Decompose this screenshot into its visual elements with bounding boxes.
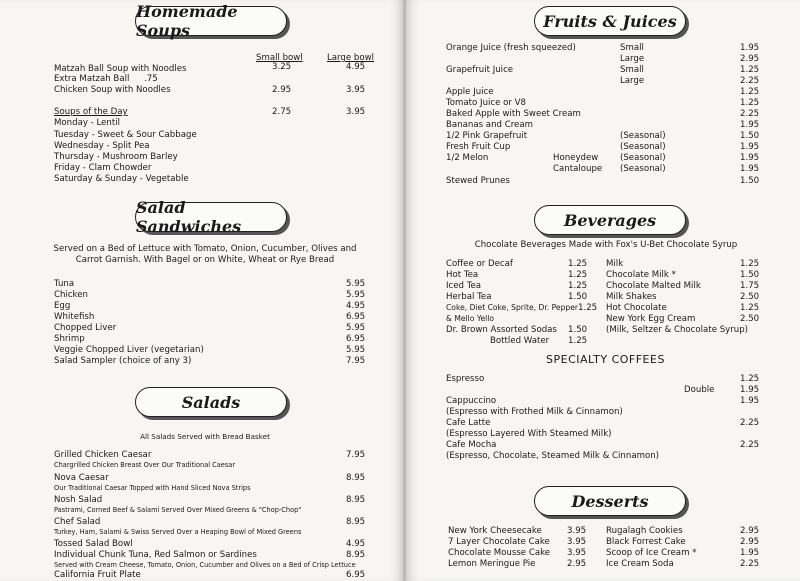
price: 1.95 [740,548,760,558]
price: 1.25 [740,303,760,313]
price: 1.25 [568,281,588,291]
list-item: Nova Caesar [54,473,109,483]
specialty-coffees-heading: SPECIALTY COFFEES [546,353,665,366]
price: 1.75 [740,281,760,291]
price: 8.95 [346,517,366,527]
list-item: Whitefish [54,312,95,322]
list-item: New York Cheesecake [448,526,542,536]
size-label: (Seasonal) [620,153,666,163]
price: 4.95 [346,301,366,311]
list-item: Individual Chunk Tuna, Red Salmon or Sardines [54,550,257,560]
melon-variety: Honeydew [553,153,599,163]
size-label: (Seasonal) [620,131,666,141]
price: 5.95 [346,290,366,300]
list-item: Stewed Prunes [446,176,510,186]
price: 3.95 [567,548,587,558]
price: 2.25 [740,559,760,569]
list-item: Coke, Diet Coke, Sprite, Dr. Pepper [446,303,579,312]
salads-banner: Salads [135,387,287,417]
price: 2.25 [740,76,760,86]
list-item: Egg [54,301,71,311]
list-item: Iced Tea [446,281,482,291]
price: 6.95 [346,334,366,344]
list-item: 1/2 Pink Grapefruit [446,131,528,141]
price: 1.95 [740,153,760,163]
size-label: Double [684,385,715,395]
list-item: Bananas and Cream [446,120,533,130]
price: 2.25 [740,109,760,119]
list-item: New York Egg Cream [606,314,696,324]
price: 2.95 [740,526,760,536]
right-page [406,0,800,581]
melon-variety: Cantaloupe [553,164,603,174]
list-item: Tuna [54,279,75,289]
list-item: Chocolate Malted Milk [606,281,701,291]
list-item: Herbal Tea [446,292,492,302]
item-note: Chargrilled Chicken Breast Over Our Traditional Caesar [54,461,236,469]
item-note: (Espresso Layered With Steamed Milk) [446,429,612,439]
price: 2.75 [272,107,292,117]
price: 1.25 [568,259,588,269]
salad-sandwiches-description-2: Carrot Garnish. With Bagel or on White, Wheat or Rye Bread [75,255,335,265]
size-label: (Seasonal) [620,164,666,174]
size-label: Large [620,54,645,64]
price: 2.95 [567,559,587,569]
price: 5.95 [346,279,366,289]
list-item: Baked Apple with Sweet Cream [446,109,581,119]
soups-banner: Homemade Soups [135,6,287,36]
item-note: (Espresso with Frothed Milk & Cinnamon) [446,407,623,417]
price: 8.95 [346,550,366,560]
price: 2.95 [272,85,292,95]
price: 1.95 [740,396,760,406]
list-item: Chef Salad [54,517,101,527]
price: 2.95 [740,54,760,64]
item-note: Turkey, Ham, Salami & Swiss Served Over a Heaping Bowl of Mixed Greens [54,528,302,536]
list-item: Fresh Fruit Cup [446,142,511,152]
price: 2.25 [740,418,760,428]
list-item: Veggie Chopped Liver (vegetarian) [54,345,204,355]
price: 7.95 [346,450,366,460]
size-label: Small [620,65,644,75]
price: 4.95 [346,539,366,549]
price: 7.95 [346,356,366,366]
price: 5.95 [346,345,366,355]
list-item: & Mello Yello [446,314,495,323]
price: .75 [144,74,158,84]
price: 2.50 [740,314,760,324]
list-item: Hot Tea [446,270,479,280]
salad-sandwiches-banner: Salad Sandwiches [135,202,287,232]
list-item: Orange Juice (fresh squeezed) [446,43,576,53]
list-item: Monday - Lentil [54,118,121,128]
list-item: Coffee or Decaf [446,259,513,269]
price: 3.95 [567,526,587,536]
price: 1.50 [568,325,588,335]
list-item: Matzah Ball Soup with Noodles [54,64,187,74]
list-item: Chicken Soup with Noodles [54,85,171,95]
list-item: Extra Matzah Ball [54,74,130,84]
list-item: Milk Shakes [606,292,657,302]
size-label: Large [620,76,645,86]
price: 8.95 [346,473,366,483]
list-item: Tomato Juice or V8 [446,98,527,108]
item-note: (Espresso, Chocolate, Steamed Milk & Cinnamon) [446,451,660,461]
salad-sandwiches-description: Served on a Bed of Lettuce with Tomato, Onion, Cucumber, Olives and [53,244,357,254]
large-bowl-header: Large bowl [327,53,375,63]
price: 1.95 [740,43,760,53]
desserts-banner: Desserts [534,486,686,516]
list-item: Tossed Salad Bowl [54,539,133,549]
list-item: Grilled Chicken Caesar [54,450,152,460]
price: 1.50 [740,270,760,280]
price: 1.25 [578,303,598,313]
price: 1.25 [740,98,760,108]
item-note: Served with Cream Cheese, Tomato, Onion, Cucumber and Olives on a Bed of Crisp Lettuce [54,561,356,569]
price: 1.25 [740,87,760,97]
price: 1.95 [740,142,760,152]
price: 1.25 [568,336,588,346]
beverages-banner: Beverages [534,205,686,235]
small-bowl-header: Small bowl [256,53,303,63]
price: 3.25 [272,62,292,72]
list-item: 7 Layer Chocolate Cake [448,537,550,547]
soups-of-the-day-label: Soups of the Day [54,107,128,117]
price: 2.95 [740,537,760,547]
beverages-description: Chocolate Beverages Made with Fox's U-Bet Chocolate Syrup [474,240,738,250]
price: 1.25 [568,270,588,280]
price: 1.25 [740,65,760,75]
list-item: Ice Cream Soda [606,559,674,569]
list-item: Hot Chocolate [606,303,667,313]
price: 4.95 [346,62,366,72]
list-item: Nosh Salad [54,495,103,505]
list-item: Espresso [446,374,485,384]
price: 8.95 [346,495,366,505]
list-item: Chocolate Mousse Cake [448,548,551,558]
price: 3.95 [567,537,587,547]
price: 1.50 [740,131,760,141]
price: 3.95 [346,85,366,95]
list-item: Chicken [54,290,88,300]
price: 2.50 [740,292,760,302]
list-item: Cafe Latte [446,418,491,428]
list-item: Grapefruit Juice [446,65,514,75]
list-item: Wednesday - Split Pea [54,141,150,151]
list-item: Cappuccino [446,396,497,406]
list-item: Apple Juice [446,87,494,97]
list-item: Scoop of Ice Cream * [606,548,697,558]
price: 1.25 [740,374,760,384]
list-item: Salad Sampler (choice of any 3) [54,356,192,366]
price: 1.95 [740,120,760,130]
list-item: Chopped Liver [54,323,117,333]
size-label: (Seasonal) [620,142,666,152]
fruits-juices-banner: Fruits & Juices [534,6,686,36]
list-item: Cafe Mocha [446,440,497,450]
list-item: Tuesday - Sweet & Sour Cabbage [54,130,197,140]
list-item: Milk [606,259,624,269]
price: 1.50 [740,176,760,186]
price: 1.50 [568,292,588,302]
salads-description: All Salads Served with Bread Basket [140,432,270,441]
price: 1.95 [740,164,760,174]
price: 6.95 [346,312,366,322]
list-item: Rugalagh Cookies [606,526,683,536]
list-item: 1/2 Melon [446,153,489,163]
list-item: Bottled Water [490,336,550,346]
list-item: Shrimp [54,334,85,344]
list-item: Saturday & Sunday - Vegetable [54,174,189,184]
price: 1.25 [740,259,760,269]
price: 3.95 [346,107,366,117]
price: 5.95 [346,323,366,333]
list-item: Friday - Clam Chowder [54,163,152,173]
list-item: Chocolate Milk * [606,270,676,280]
price: 1.95 [740,385,760,395]
list-item: Thursday - Mushroom Barley [54,152,178,162]
size-label: Small [620,43,644,53]
list-item: Lemon Meringue Pie [448,559,536,569]
list-item: Dr. Brown Assorted Sodas [446,325,557,335]
item-note: Our Traditional Caesar Topped with Hand Sliced Nova Strips [54,484,251,492]
list-item: (Milk, Seltzer & Chocolate Syrup) [606,325,749,335]
price: 2.25 [740,440,760,450]
item-note: Pastrami, Corned Beef & Salami Served Over Mixed Greens & "Chop-Chop" [54,506,302,514]
price: 6.95 [346,570,366,580]
list-item: California Fruit Plate [54,570,141,580]
list-item: Black Forrest Cake [606,537,686,547]
